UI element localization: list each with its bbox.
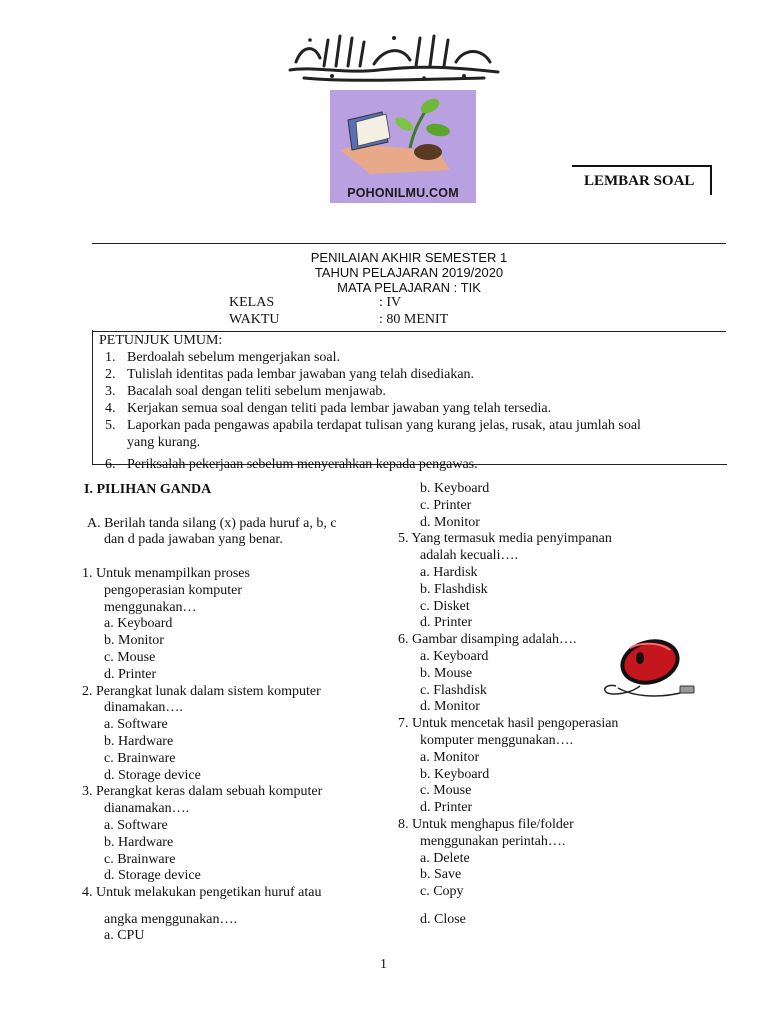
answer-option: c. Flashdisk — [420, 682, 487, 698]
kelas-label: KELAS — [229, 295, 275, 310]
petunjuk-title: PETUNJUK UMUM: — [99, 333, 223, 348]
exam-year: TAHUN PELAJARAN 2019/2020 — [314, 265, 504, 280]
lembar-soal-box — [572, 165, 712, 195]
answer-option: b. Keyboard — [420, 766, 490, 782]
page-number: 1 — [380, 957, 387, 972]
pohonilmu-logo — [330, 90, 476, 203]
section-title: I. PILIHAN GANDA — [84, 482, 212, 497]
question-line: angka menggunakan…. — [104, 912, 237, 927]
kelas-value: : IV — [379, 295, 402, 310]
answer-option: b. Keyboard — [420, 481, 490, 496]
waktu-value: : 80 MENIT — [379, 312, 449, 327]
answer-option: a. Keyboard — [420, 649, 489, 664]
basmalah-calligraphy — [284, 26, 506, 84]
section-instruction: dan d pada jawaban yang benar. — [104, 532, 283, 547]
answer-option: a. Software — [104, 717, 168, 733]
section-instruction: A. Berilah tanda silang (x) pada huruf a, b, c — [87, 516, 337, 531]
answer-option: d. Monitor — [420, 699, 480, 715]
question-line: menggunakan… — [104, 599, 197, 615]
answer-option: c. Copy — [420, 884, 464, 900]
exam-title: PENILAIAN AKHIR SEMESTER 1 — [310, 250, 508, 265]
answer-option: d. Monitor — [420, 514, 480, 530]
answer-option: d. Close — [420, 912, 466, 927]
question-line: 8. Untuk menghapus file/folder — [398, 817, 574, 832]
answer-option: d. Printer — [420, 615, 473, 631]
question-line: pengoperasian komputer — [104, 582, 243, 598]
answer-option: a. Monitor — [420, 749, 480, 765]
answer-option: d. Storage device — [104, 767, 201, 783]
question-line: 7. Untuk mencetak hasil pengoperasian — [398, 716, 619, 732]
question-line: dianamakan…. — [104, 801, 190, 817]
answer-option: b. Hardware — [104, 734, 174, 749]
answer-option: a. Keyboard — [104, 616, 173, 632]
answer-option: a. Software — [104, 818, 168, 833]
answer-option: a. Hardisk — [420, 565, 478, 580]
answer-option: a. Delete — [420, 850, 470, 866]
mouse-image — [600, 634, 700, 706]
answer-option: c. Printer — [420, 497, 472, 513]
lembar-soal-label: LEMBAR SOAL — [584, 173, 695, 189]
question-line: komputer menggunakan…. — [420, 733, 574, 748]
question-line: 4. Untuk melakukan pengetikan huruf atau — [82, 885, 322, 901]
question-line: 3. Perangkat keras dalam sebuah komputer — [82, 784, 323, 800]
answer-option: c. Disket — [420, 598, 470, 614]
answer-option: a. CPU — [104, 928, 145, 943]
exam-header — [92, 243, 726, 332]
answer-option: b. Flashdisk — [420, 581, 488, 597]
answer-option: c. Brainware — [104, 750, 176, 766]
logo-text: POHONILMU.COM — [347, 186, 459, 200]
question-line: dinamakan…. — [104, 700, 183, 716]
question-line: adalah kecuali…. — [420, 548, 518, 564]
answer-option: d. Printer — [420, 800, 473, 816]
exam-subject: MATA PELAJARAN : TIK — [337, 280, 481, 295]
petunjuk-umum: PETUNJUK UMUM: 1. Berdoalah sebelum mengerjakan soal. 2. Tulislah identitas pada lembar jawaban yang telah disediakan. 3. Bacalah soal dengan teliti sebelum menjawab. 4. Kerjakan semua soal dengan teliti pada lembar jawaban yang telah tersedia. 5. Laporkan pada pengawas apabila terdapat tulisan yang kurang jelas, rusak, atau jumlah soal yang kurang. 6. Periksalah pekerjaan sebelum menyerahkan kepada pengawas. — [92, 330, 727, 465]
answer-option: c. Mouse — [420, 783, 472, 799]
book-plant-hand-icon — [330, 90, 476, 182]
answer-option: b. Monitor — [104, 633, 164, 649]
answer-option: c. Brainware — [104, 851, 176, 867]
question-line: 6. Gambar disamping adalah…. — [398, 632, 577, 648]
answer-option: c. Mouse — [104, 650, 156, 665]
question-line: 5. Yang termasuk media penyimpanan — [398, 531, 612, 547]
answer-option: d. Storage device — [104, 868, 201, 884]
waktu-label: WAKTU — [229, 312, 280, 327]
question-line: 2. Perangkat lunak dalam sistem komputer — [82, 683, 321, 699]
answer-option: b. Hardware — [104, 834, 174, 850]
answer-option: d. Printer — [104, 666, 157, 682]
question-line: menggunakan perintah…. — [420, 833, 566, 849]
question-line: 1. Untuk menampilkan proses — [82, 566, 250, 581]
answer-option: b. Mouse — [420, 665, 473, 681]
answer-option: b. Save — [420, 867, 462, 883]
